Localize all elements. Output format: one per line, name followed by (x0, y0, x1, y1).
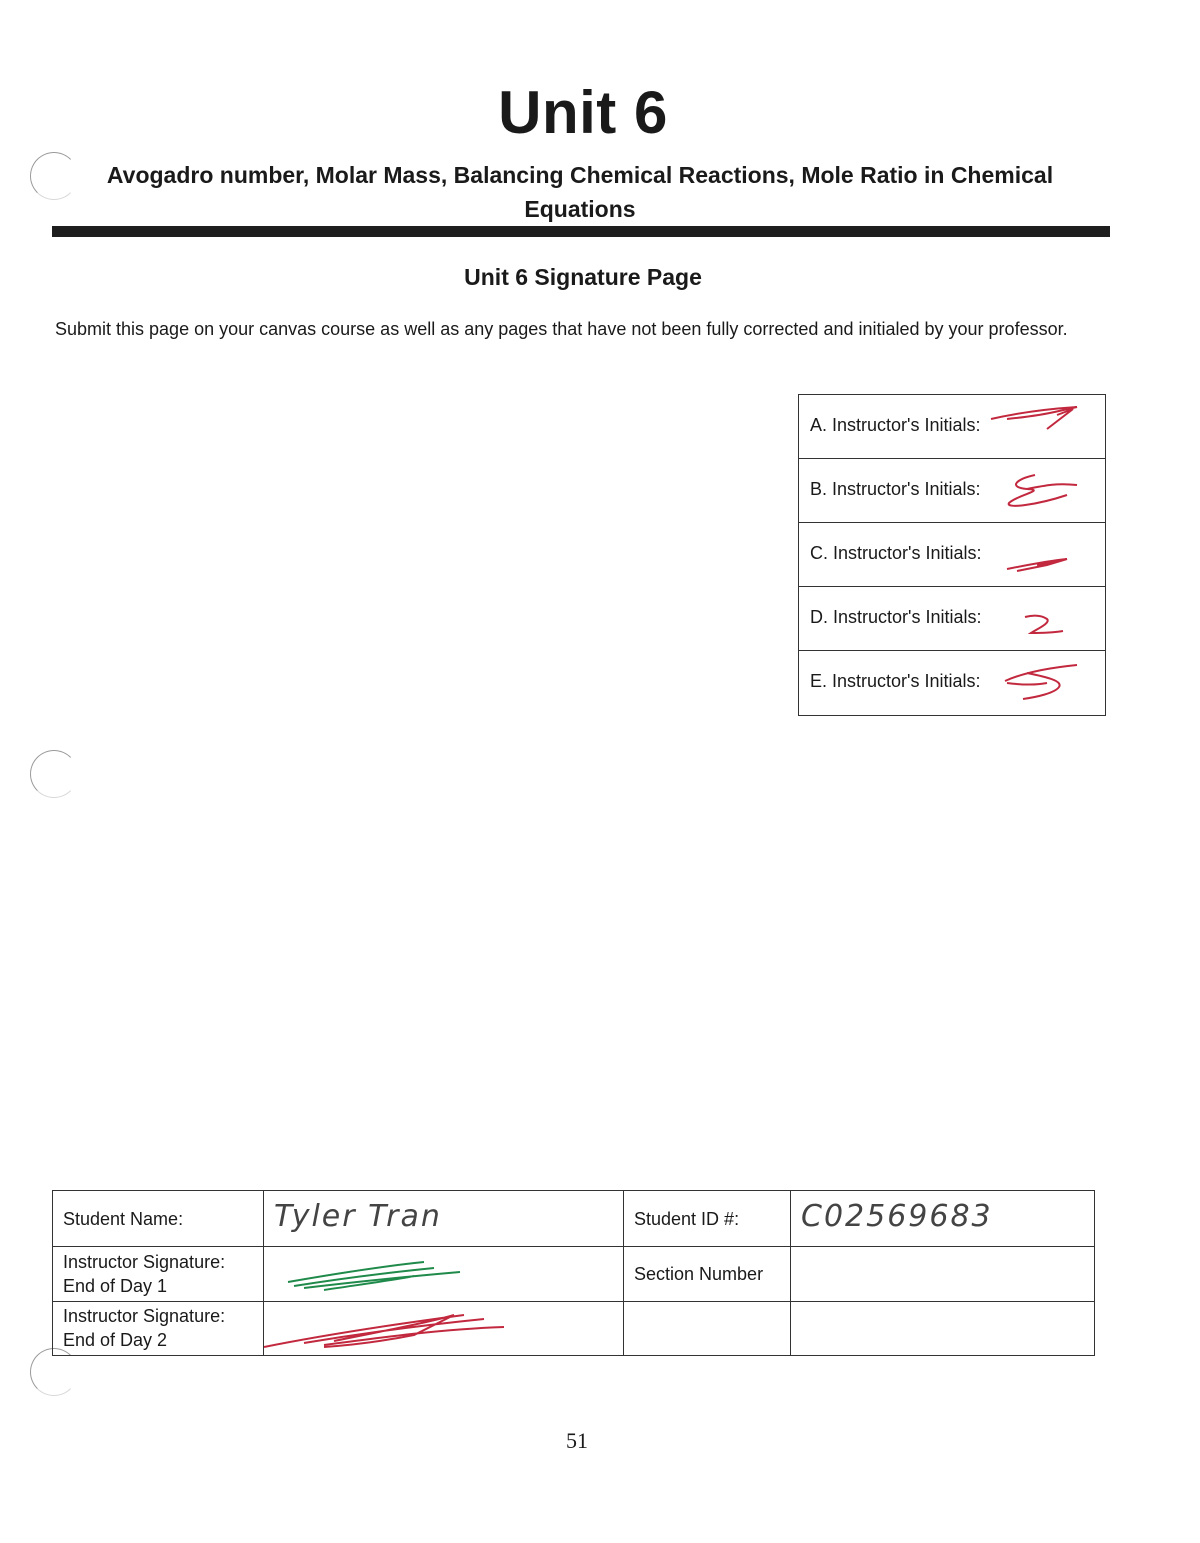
signature-day2-mark (264, 1305, 514, 1351)
initials-label-b: B. Instructor's Initials: (810, 479, 981, 499)
section-number-label: Section Number (624, 1247, 791, 1301)
signature-day2-label-line1: Instructor Signature: (63, 1306, 226, 1327)
initials-row-d (799, 587, 1105, 651)
signature-day1-mark (284, 1254, 484, 1294)
student-name-value: Tyler Tran (274, 1199, 442, 1235)
signature-day1-label-line2: End of Day 1 (63, 1275, 168, 1296)
signature-day2-field[interactable] (264, 1301, 624, 1355)
student-id-value: C02569683 (801, 1199, 993, 1235)
signature-day2-label-line2: End of Day 2 (63, 1330, 168, 1351)
initials-label-c: C. Instructor's Initials: (810, 543, 982, 563)
page-number: 51 (566, 1428, 588, 1453)
table-row (53, 1247, 1095, 1301)
initials-label-a: A. Instructor's Initials: (810, 415, 981, 435)
binder-hole-middle (30, 750, 78, 798)
table-row (53, 1191, 1095, 1247)
initials-label-d: D. Instructor's Initials: (810, 607, 982, 627)
student-id-field[interactable] (791, 1191, 1095, 1247)
empty-cell (624, 1301, 791, 1355)
empty-cell (791, 1301, 1095, 1355)
initials-row-c (799, 523, 1105, 587)
signature-day1-label (53, 1247, 264, 1301)
initials-signature-d (1017, 593, 1087, 643)
signature-day1-label-line1: Instructor Signature: (63, 1251, 226, 1272)
student-info-table (52, 1190, 1095, 1356)
unit-subtitle: Avogadro number, Molar Mass, Balancing Chemical Reactions, Mole Ratio in Chemical Equations (106, 162, 1054, 222)
initials-row-e (799, 651, 1105, 715)
initials-signature-a (987, 401, 1087, 441)
initials-row-a (799, 395, 1105, 459)
signature-day2-label (53, 1301, 264, 1355)
section-number-field[interactable] (791, 1247, 1095, 1301)
student-name-label: Student Name: (53, 1191, 264, 1247)
signature-page-heading: Unit 6 Signature Page (464, 264, 702, 290)
initials-signature-e (997, 657, 1087, 707)
student-id-label: Student ID #: (624, 1191, 791, 1247)
instructions-text: Submit this page on your canvas course as well as any pages that have not been fully corrected and initialed by your professor. (55, 319, 1068, 339)
page-title: Unit 6 (498, 79, 668, 146)
initials-label-e: E. Instructor's Initials: (810, 671, 981, 691)
binder-hole-top (30, 152, 78, 200)
instructor-initials-box (798, 394, 1106, 716)
initials-signature-b (997, 465, 1087, 515)
table-row (53, 1301, 1095, 1355)
student-name-field[interactable] (264, 1191, 624, 1247)
title-divider (52, 226, 1110, 237)
initials-row-b (799, 459, 1105, 523)
initials-signature-c (997, 529, 1087, 579)
signature-day1-field[interactable] (264, 1247, 624, 1301)
